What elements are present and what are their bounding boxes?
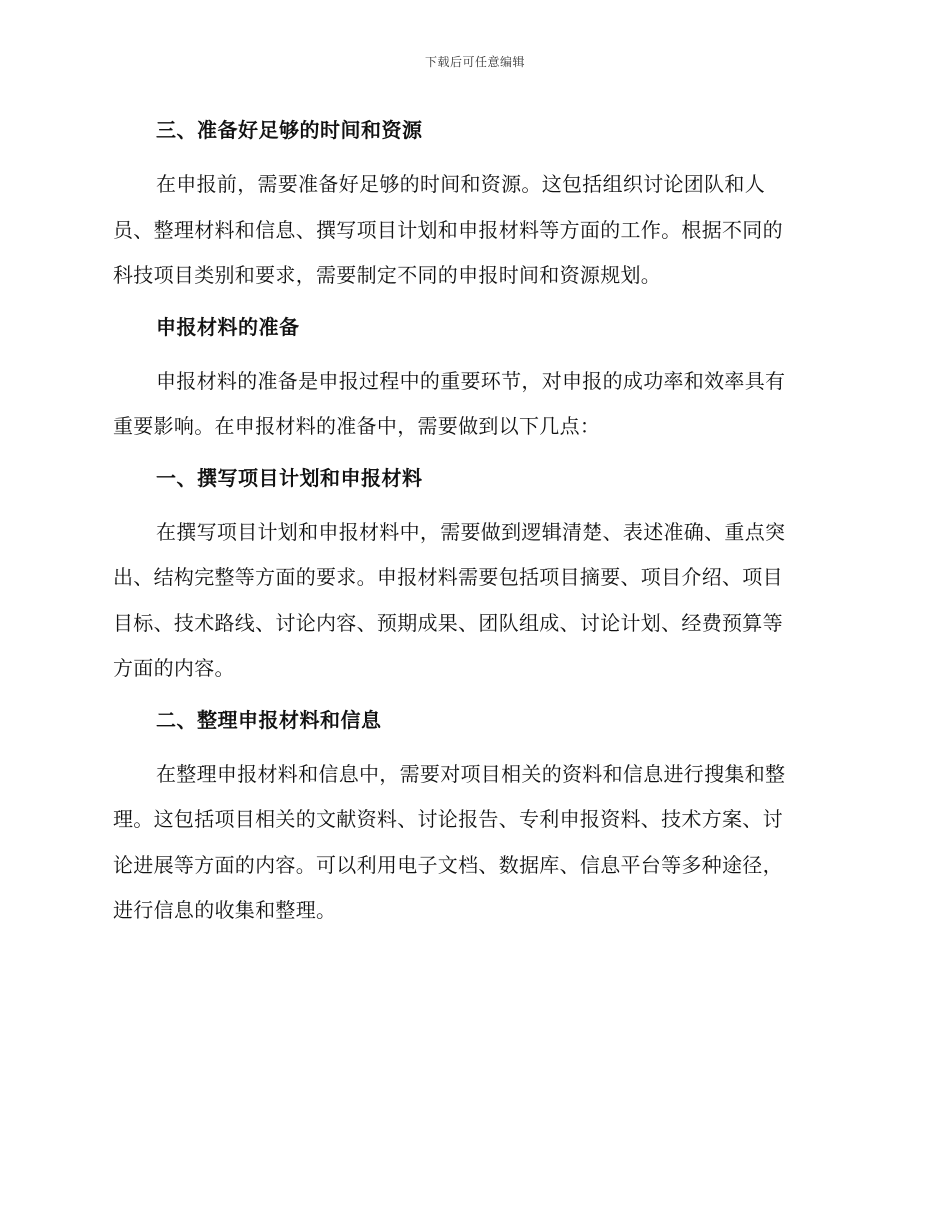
paragraph (113, 359, 833, 450)
paragraph-line: 目标、技术路线、讨论内容、预期成果、团队组成、讨论计划、经费预算等 (113, 610, 783, 635)
paragraph (113, 752, 833, 934)
section-write-plan (113, 458, 833, 692)
page-header: 下载后可任意编辑 (424, 55, 525, 69)
section-heading: 申报材料的准备 (156, 314, 300, 339)
section-material-preparation (113, 307, 833, 450)
paragraph-line: 重要影响。在申报材料的准备中，需要做到以下几点： (113, 414, 601, 438)
paragraph-line: 进行信息的收集和整理。 (113, 898, 337, 922)
paragraph-line: 理。这包括项目相关的文献资料、讨论报告、专利申报资料、技术方案、讨 (113, 807, 783, 831)
section-prepare-time-resources (113, 110, 833, 299)
section-heading: 二、整理申报材料和信息 (156, 707, 382, 732)
paragraph (113, 510, 833, 692)
paragraph-line: 出、结构完整等方面的要求。申报材料需要包括项目摘要、项目介绍、项目 (113, 565, 783, 589)
paragraph-line: 科技项目类别和要求，需要制定不同的申报时间和资源规划。 (113, 263, 662, 287)
paragraph-line: 申报材料的准备是申报过程中的重要环节，对申报的成功率和效率具有 (156, 368, 786, 393)
paragraph-line: 论进展等方面的内容。可以利用电子文档、数据库、信息平台等多种途径， (113, 852, 783, 877)
paragraph-line: 在撰写项目计划和申报材料中，需要做到逻辑清楚、表述准确、重点突 (156, 519, 786, 544)
section-heading: 一、撰写项目计划和申报材料 (156, 465, 423, 490)
paragraph-line: 在整理申报材料和信息中，需要对项目相关的资料和信息进行搜集和整 (156, 761, 786, 786)
section-organize-info (113, 700, 833, 934)
paragraph-line: 方面的内容。 (113, 656, 235, 680)
section-heading: 三、准备好足够的时间和资源 (156, 118, 423, 142)
paragraph (113, 162, 833, 299)
paragraph-line: 在申报前，需要准备好足够的时间和资源。这包括组织讨论团队和人 (156, 172, 765, 196)
paragraph-line: 员、整理材料和信息、撰写项目计划和申报材料等方面的工作。根据不同的 (113, 217, 783, 242)
document-body (113, 110, 833, 942)
